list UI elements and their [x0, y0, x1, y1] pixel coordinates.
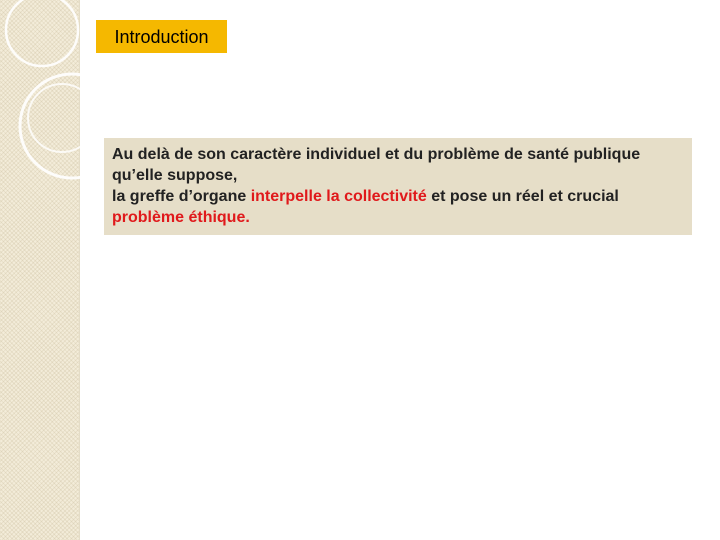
body-text-line2-start: la greffe d’organe: [112, 188, 251, 205]
body-text-line1: Au delà de son caractère individuel et du problème de santé publique qu’elle suppose,: [112, 146, 641, 184]
slide-title: Introduction: [114, 26, 209, 47]
content-text-box: [104, 138, 692, 235]
highlight-collectivite: interpelle la collectivité: [250, 188, 427, 205]
slide-title-box: [96, 20, 227, 53]
left-decorative-band: [0, 0, 80, 540]
highlight-probleme-ethique: problème éthique.: [112, 209, 250, 226]
body-text-line2-middle: et pose un réel et crucial: [426, 188, 619, 205]
